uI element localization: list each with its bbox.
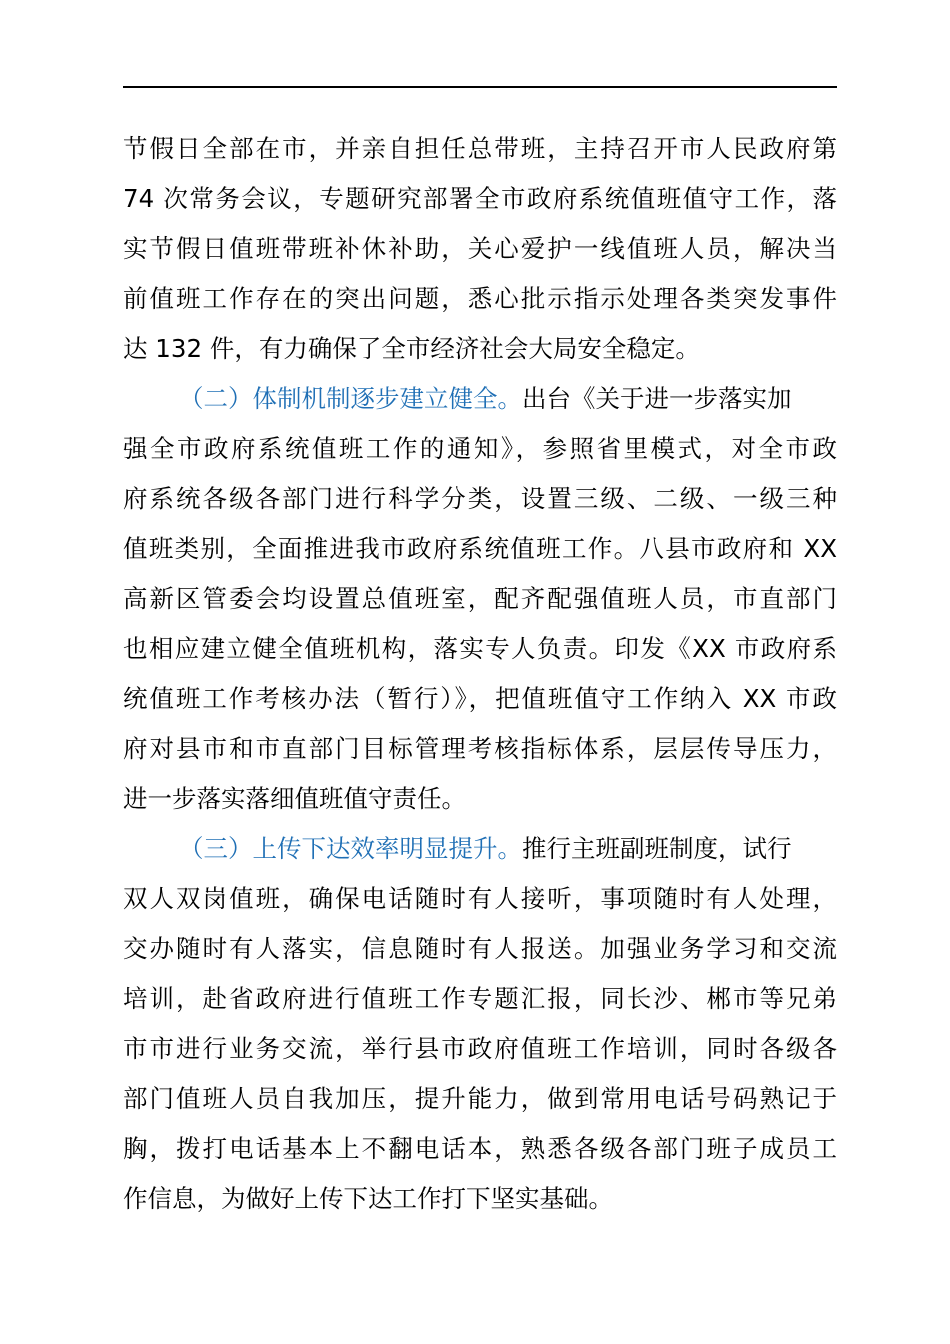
body-text [123,124,837,1224]
section-heading: （二）体制机制逐步建立健全。 [179,384,522,413]
text-line: 府对县市和市直部门目标管理考核指标体系，层层传导压力， [123,734,837,763]
text-line: 实节假日值班带班补休补助，关心爱护一线值班人员，解决当 [123,234,837,263]
text-line: 74 次常务会议，专题研究部署全市政府系统值班值守工作，落 [123,184,837,213]
text-line [123,824,837,874]
text-line: 高新区管委会均设置总值班室，配齐配强值班人员，市直部门 [123,584,837,613]
paragraph-2 [123,374,837,824]
text-line: 强全市政府系统值班工作的通知》，参照省里模式，对全市政 [123,434,837,463]
paragraph-3 [123,824,837,1224]
text-line [123,374,837,424]
text-line: 统值班工作考核办法（暂行）》，把值班值守工作纳入 XX 市政 [123,684,837,713]
text-line: 值班类别，全面推进我市政府系统值班工作。八县市政府和 XX [123,534,837,563]
paragraph-1 [123,124,837,374]
text-line: 培训，赴省政府进行值班工作专题汇报，同长沙、郴市等兄弟 [123,984,837,1013]
text-line: 节假日全部在市，并亲自担任总带班，主持召开市人民政府第 [123,134,837,163]
text-line: 也相应建立健全值班机构，落实专人负责。印发《XX 市政府系 [123,634,837,663]
text-line: 交办随时有人落实，信息随时有人报送。加强业务学习和交流 [123,934,837,963]
text-line: 胸，拨打电话基本上不翻电话本，熟悉各级各部门班子成员工 [123,1134,837,1163]
text-line: 前值班工作存在的突出问题，悉心批示指示处理各类突发事件 [123,284,837,313]
section-heading: （三）上传下达效率明显提升。 [179,834,522,863]
header-rule [123,86,837,88]
text-line: 双人双岗值班，确保电话随时有人接听，事项随时有人处理， [123,884,837,913]
text-line: 市市进行业务交流，举行县市政府值班工作培训，同时各级各 [123,1034,837,1063]
text-run: 出台《关于进一步落实加 [522,384,792,413]
text-line: 作信息，为做好上传下达工作打下坚实基础。 [123,1184,613,1213]
text-line: 达 132 件，有力确保了全市经济社会大局安全稳定。 [123,334,700,363]
text-line: 部门值班人员自我加压，提升能力，做到常用电话号码熟记于 [123,1084,837,1113]
text-line: 进一步落实落细值班值守责任。 [123,784,466,813]
text-run: 推行主班副班制度，试行 [522,834,792,863]
text-line: 府系统各级各部门进行科学分类，设置三级、二级、一级三种 [123,484,837,513]
